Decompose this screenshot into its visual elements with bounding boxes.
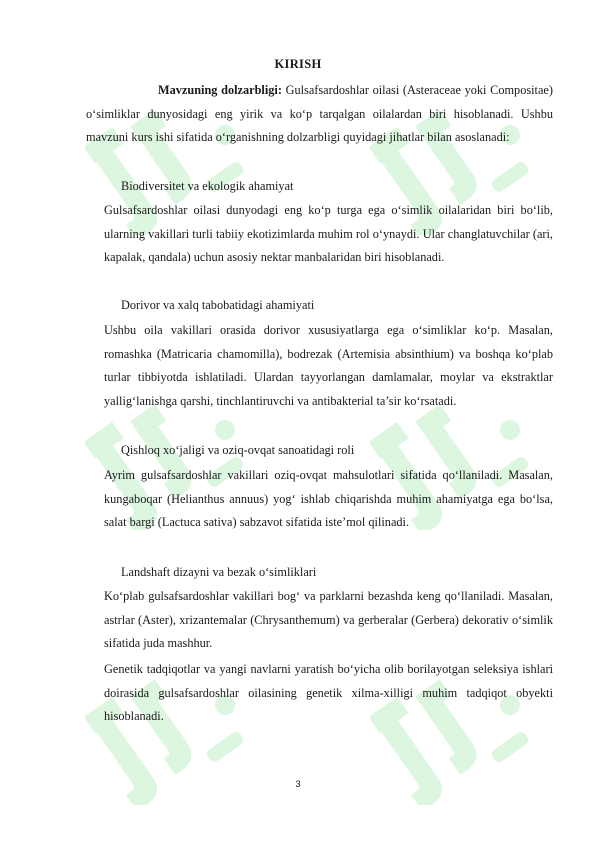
section-text: Ko‘plab gulsafsardoshlar vakillari bog‘ va parklarni bezashda keng qo‘llaniladi. Masalan, astrlar (Aster), xrizantemalar (Chrysanthemum) va gerberalar (Gerbera) dekorativ o‘simlik sifatida juda mashhur. <box>104 589 553 650</box>
intro-text: Gulsafsardoshlar oilasi (Asteraceae yoki Compositae) o‘simliklar dunyosidagi eng yirik va ko‘p tarqalgan oilalardan biri hisoblanadi. Ushbu mavzuni kurs ishi sifatida o‘rganishning dolzarbligi quyidagi jihatlar bilan asoslanadi: <box>86 83 553 144</box>
page-title: KIRISH <box>274 57 322 71</box>
section-heading: Dorivor va xalq tabobatidagi ahamiyati <box>121 298 315 312</box>
intro-paragraph <box>86 79 553 150</box>
section-text: Gulsafsardoshlar oilasi dunyodagi eng ko‘p turga ega o‘simlik oilalaridan biri bo‘lib, ularning vakillari turli tabiiy ekotizimlarda muhim rol o‘ynaydi. Ular changlatuvchilar (ari, kapalak, qandala) uchun asosiy nektar manbalaridan biri hisoblanadi. <box>104 203 553 264</box>
page-number: 3 <box>295 779 301 790</box>
section-text: Ushbu oila vakillari orasida dorivor xususiyatlarga ega o‘simliklar ko‘p. Masalan, romashka (Matricaria chamomilla), bodrezak (Artemisia absinthium) va boshqa ko‘plab turlar tibbiyotda ishlatiladi. Ulardan tayyorlangan damlamalar, moylar va ekstraktlar yallig‘lanishga qarshi, tinchlantiruvchi va antibakterial ta’sir ko‘rsatadi. <box>104 323 553 408</box>
section-heading: Landshaft dizayni va bezak o‘simliklari <box>121 565 317 579</box>
section-heading: Qishloq xo‘jaligi va oziq-ovqat sanoatidagi roli <box>121 443 355 457</box>
intro-lead: Mavzuning dolzarbligi: <box>158 83 282 97</box>
section-heading: Biodiversitet va ekologik ahamiyat <box>121 179 294 193</box>
section-text: Ayrim gulsafsardoshlar vakillari oziq-ovqat mahsulotlari sifatida qo‘llaniladi. Masalan, kungaboqar (Helianthus annuus) yog‘ ishlab chiqarishda muhim ahamiyatga ega bo‘lsa, salat bargi (Lactuca sativa) sabzavot sifatida iste’mol qilinadi. <box>104 468 553 529</box>
closing-paragraph: Genetik tadqiqotlar va yangi navlarni yaratish bo‘yicha olib borilayotgan seleksiya ishlari doirasida gulsafsardoshlar oilasining genetik xilma-xilligi muhim tadqiqot obyekti hisoblanadi. <box>104 662 553 723</box>
